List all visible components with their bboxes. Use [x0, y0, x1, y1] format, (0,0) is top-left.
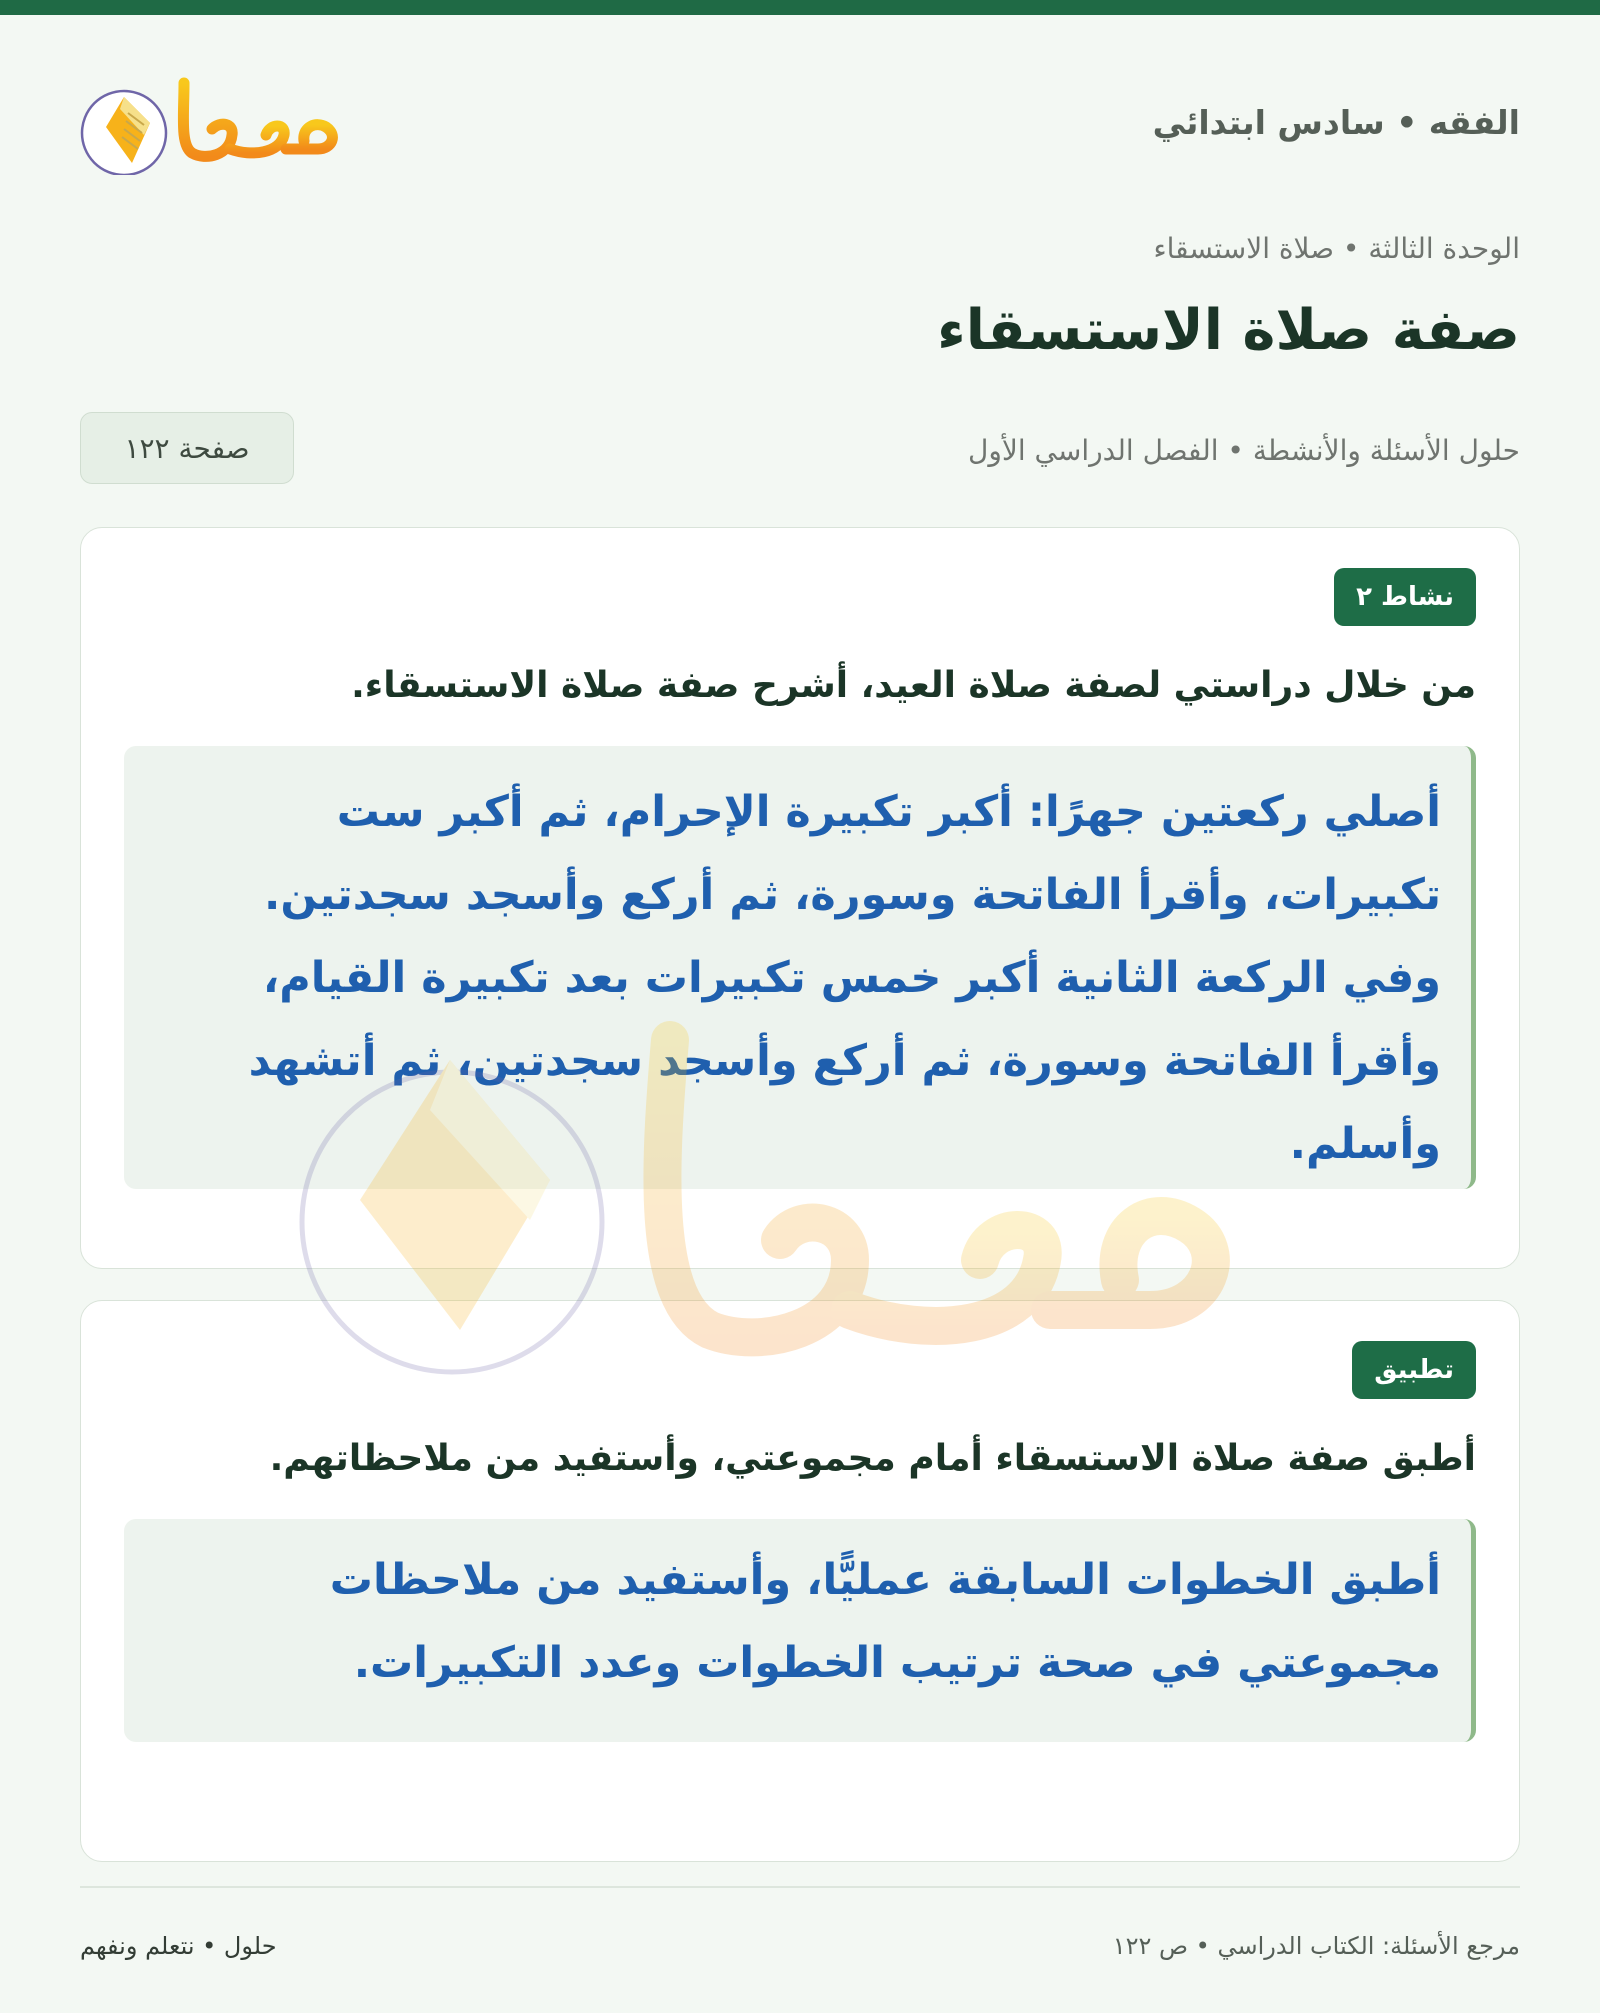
question-text: من خلال دراستي لصفة صلاة العيد، أشرح صفة صلاة الاستسقاء.: [351, 665, 1476, 706]
top-accent-bar: [0, 0, 1600, 15]
hulul-logo[interactable]: [80, 65, 360, 175]
activity-card: [80, 527, 1520, 1269]
page-number-badge: صفحة ١٢٢: [80, 412, 294, 484]
footer-brand[interactable]: حلول • نتعلم ونفهم: [80, 1932, 277, 1960]
answer-box: أطبق الخطوات السابقة عمليًّا، وأستفيد من ملاحظات مجموعتي في صحة ترتيب الخطوات وعدد التكبيرات.: [124, 1519, 1476, 1742]
page-title: صفة صلاة الاستسقاء: [937, 298, 1520, 363]
activity-tag: نشاط ٢: [1334, 568, 1476, 626]
logo-icon: [80, 65, 360, 175]
footer-reference: مرجع الأسئلة: الكتاب الدراسي • ص ١٢٢: [1112, 1932, 1520, 1960]
question-text: أطبق صفة صلاة الاستسقاء أمام مجموعتي، وأستفيد من ملاحظاتهم.: [269, 1438, 1476, 1479]
page-subtitle: حلول الأسئلة والأنشطة • الفصل الدراسي الأول: [968, 434, 1520, 467]
answer-box: أصلي ركعتين جهرًا: أكبر تكبيرة الإحرام، ثم أكبر ست تكبيرات، وأقرأ الفاتحة وسورة، ثم أركع وأسجد سجدتين. وفي الركعة الثانية أكبر خمس تكبيرات بعد تكبيرة القيام، وأقرأ الفاتحة وسورة، ثم أركع وأسجد سجدتين، ثم أتشهد وأسلم.: [124, 746, 1476, 1189]
application-card: [80, 1300, 1520, 1862]
subject-title: الفقه • سادس ابتدائي: [1152, 103, 1520, 142]
site-header: [80, 65, 1520, 175]
application-tag: تطبيق: [1352, 1341, 1476, 1399]
footer-divider: [80, 1886, 1520, 1888]
breadcrumb: الوحدة الثالثة • صلاة الاستسقاء: [1153, 232, 1520, 265]
